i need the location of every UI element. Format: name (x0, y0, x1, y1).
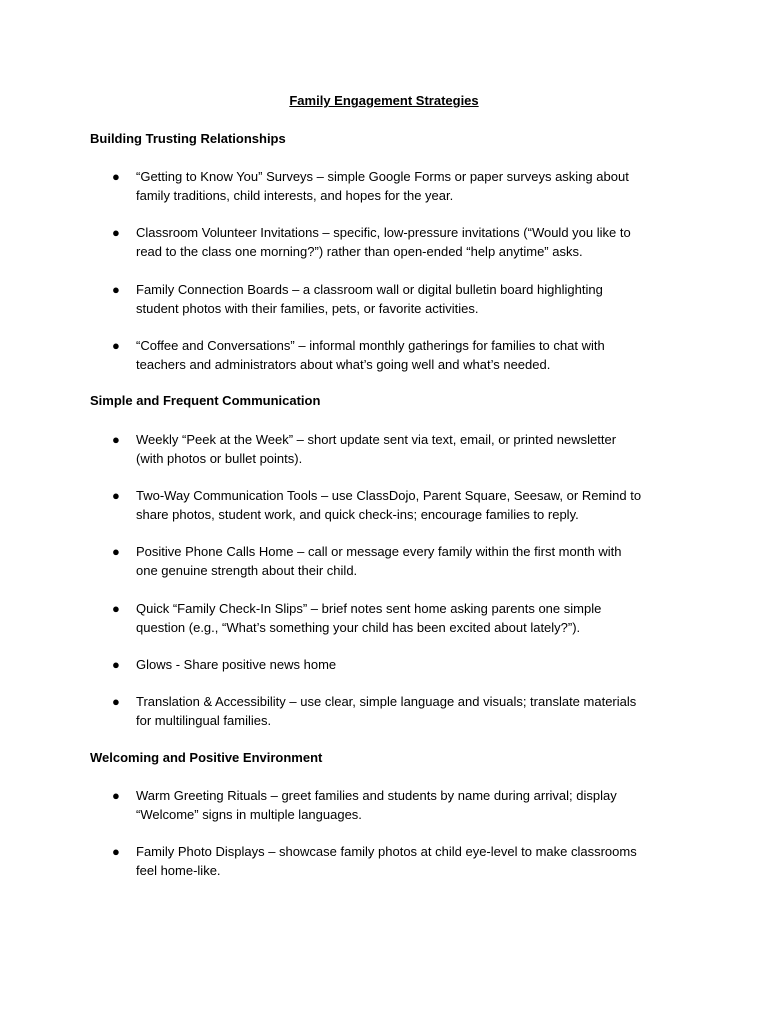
bullet-icon: ● (112, 657, 120, 672)
section-heading-welcoming-positive-environment: Welcoming and Positive Environment (90, 750, 323, 765)
list-item-text: “Getting to Know You” Surveys – simple Google Forms or paper surveys asking about family traditions, child interests, and hopes for the year. (136, 169, 629, 203)
section-heading-building-trusting-relationships: Building Trusting Relationships (90, 131, 286, 146)
list-item-text: Classroom Volunteer Invitations – specific, low-pressure invitations (“Would you like to read to the class one morning?”) rather than open-ended “help anytime” asks. (136, 225, 631, 259)
list-item-text: Warm Greeting Rituals – greet families and students by name during arrival; display “Welcome” signs in multiple languages. (136, 788, 617, 822)
list-item-text: Quick “Family Check-In Slips” – brief notes sent home asking parents one simple question (e.g., “What’s something your child has been excited about lately?”). (136, 601, 602, 635)
list-item-text: Positive Phone Calls Home – call or message every family within the first month with one genuine strength about their child. (136, 544, 622, 578)
document-title: Family Engagement Strategies (289, 93, 479, 108)
list-item-text: “Coffee and Conversations” – informal monthly gatherings for families to chat with teachers and administrators about what’s going well and what’s needed. (136, 338, 605, 372)
bullet-icon: ● (112, 432, 120, 447)
list-item-text: Family Photo Displays – showcase family photos at child eye-level to make classrooms feel home-like. (136, 844, 637, 878)
bullet-icon: ● (112, 338, 120, 353)
list-item-text: Glows - Share positive news home (136, 657, 337, 672)
section-heading-simple-frequent-communication: Simple and Frequent Communication (90, 393, 321, 408)
list-item-text: Translation & Accessibility – use clear, simple language and visuals; translate materials for multilingual families. (136, 694, 637, 728)
bullet-icon: ● (112, 844, 120, 859)
bullet-icon: ● (112, 544, 120, 559)
list-item-text: Two-Way Communication Tools – use ClassDojo, Parent Square, Seesaw, or Remind to share photos, student work, and quick check-ins; encourage families to reply. (136, 488, 642, 522)
bullet-icon: ● (112, 169, 120, 184)
list-item-text: Weekly “Peek at the Week” – short update sent via text, email, or printed newsletter (with photos or bullet points). (136, 432, 617, 466)
list-item-text: Family Connection Boards – a classroom wall or digital bulletin board highlighting student photos with their families, pets, or favorite activities. (136, 282, 603, 316)
bullet-icon: ● (112, 788, 120, 803)
bullet-icon: ● (112, 282, 120, 297)
bullet-icon: ● (112, 488, 120, 503)
bullet-icon: ● (112, 694, 120, 709)
bullet-icon: ● (112, 225, 120, 240)
bullet-icon: ● (112, 601, 120, 616)
